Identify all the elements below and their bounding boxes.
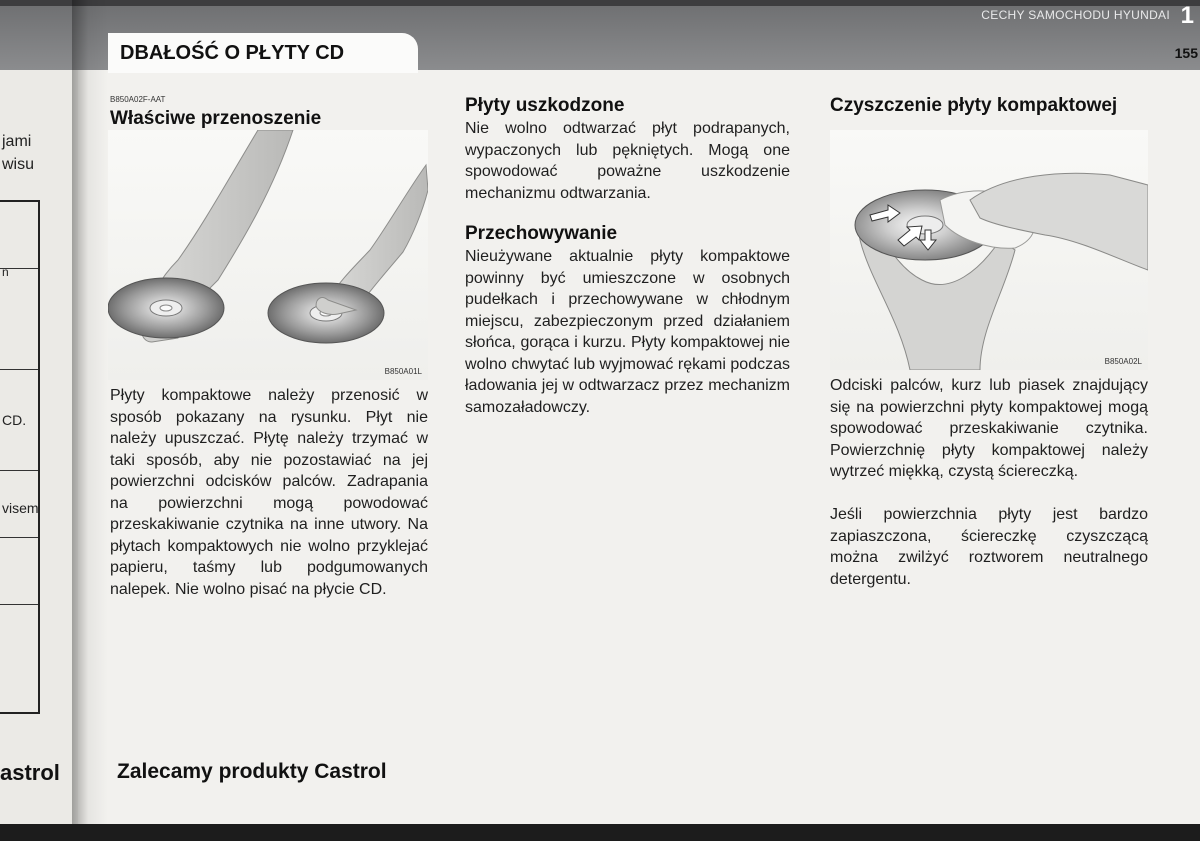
heading-proper-handling: Właściwe przenoszenie <box>110 108 322 129</box>
page-number: 155 <box>1174 45 1198 61</box>
heading-castrol: Zalecamy produkty Castrol <box>117 760 387 783</box>
prev-page-fragment: visem <box>2 500 39 516</box>
cleaning-body-2: Jeśli powierzchnia płyty jest bardzo zapiaszczona, ściereczkę czyszczącą można zwilżyć roztworem neutralnego detergentu. <box>830 506 1148 588</box>
section-code: B850A02F-AAT <box>110 95 166 104</box>
cleaning-cd-illustration <box>830 130 1148 370</box>
bottom-dark-edge <box>0 824 1200 841</box>
cd-cleaning-figure <box>830 130 1148 370</box>
cleaning-body-1: Odciski palców, kurz lub piasek znajdujący się na powierzchni płyty kompaktowej mogą spowodować przeskakiwanie czytnika. Powierzchnię płyty kompaktowej należy wytrzeć miękką, czystą ściereczką. <box>830 377 1148 480</box>
book-gutter-shadow <box>72 0 108 841</box>
prev-page-fragment: jami <box>2 133 32 150</box>
damaged-discs-body: Nie wolno odtwarzać płyt podrapanych, wypaczonych lub pękniętych. Mogą one spowodować poważne uszkodzenie mechanizmu odtwarzania. <box>465 120 790 202</box>
figure-code: B850A02L <box>1104 357 1142 366</box>
chapter-title: CECHY SAMOCHODU HYUNDAI <box>981 8 1170 22</box>
prev-page-fragment: CD. <box>2 412 27 428</box>
figure-code: B850A01L <box>384 367 422 376</box>
hands-holding-cd-illustration <box>108 130 428 380</box>
cd-handling-figure <box>108 130 428 380</box>
prev-page-heading-fragment: astrol <box>0 760 60 785</box>
prev-page-fragment: wisu <box>2 156 35 173</box>
handling-body: Płyty kompaktowe należy przenosić w sposób pokazany na rysunku. Płyt nie należy upuszczać. Płytę należy trzymać w taki sposób, aby nie pozostawiać na jej powierzchni odcisków palców. Zadrapania na powierzchni mogą powodować przeskakiwanie czytnika na inne utwory. Na płytach kompaktowych nie wolno przyklejać papieru, taśmy lub podgumowanych nalepek. Nie wolno pisać na płycie CD. <box>110 387 428 598</box>
section-title: DBAŁOŚĆ O PŁYTY CD <box>120 42 345 64</box>
heading-cleaning: Czyszczenie płyty kompaktowej <box>830 95 1118 116</box>
heading-damaged-discs: Płyty uszkodzone <box>465 95 625 116</box>
section-title-bar <box>108 33 418 73</box>
heading-storage: Przechowywanie <box>465 223 618 244</box>
prev-page-fragment: n <box>2 265 9 279</box>
storage-body: Nieużywane aktualnie płyty kompaktowe powinny być umieszczone w osobnych pudełkach i przechowywane w chłodnym miejscu, zabezpieczonym przed działaniem słońca, gorąca i kurzu. Płyty kompaktowej nie wolno chwytać lub wyjmować rękami podczas ładowania jej w odtwarzacz przez mechanizm samozaładowczy. <box>465 248 790 416</box>
chapter-number: 1 <box>1180 2 1194 29</box>
top-dark-strip <box>0 0 1200 6</box>
